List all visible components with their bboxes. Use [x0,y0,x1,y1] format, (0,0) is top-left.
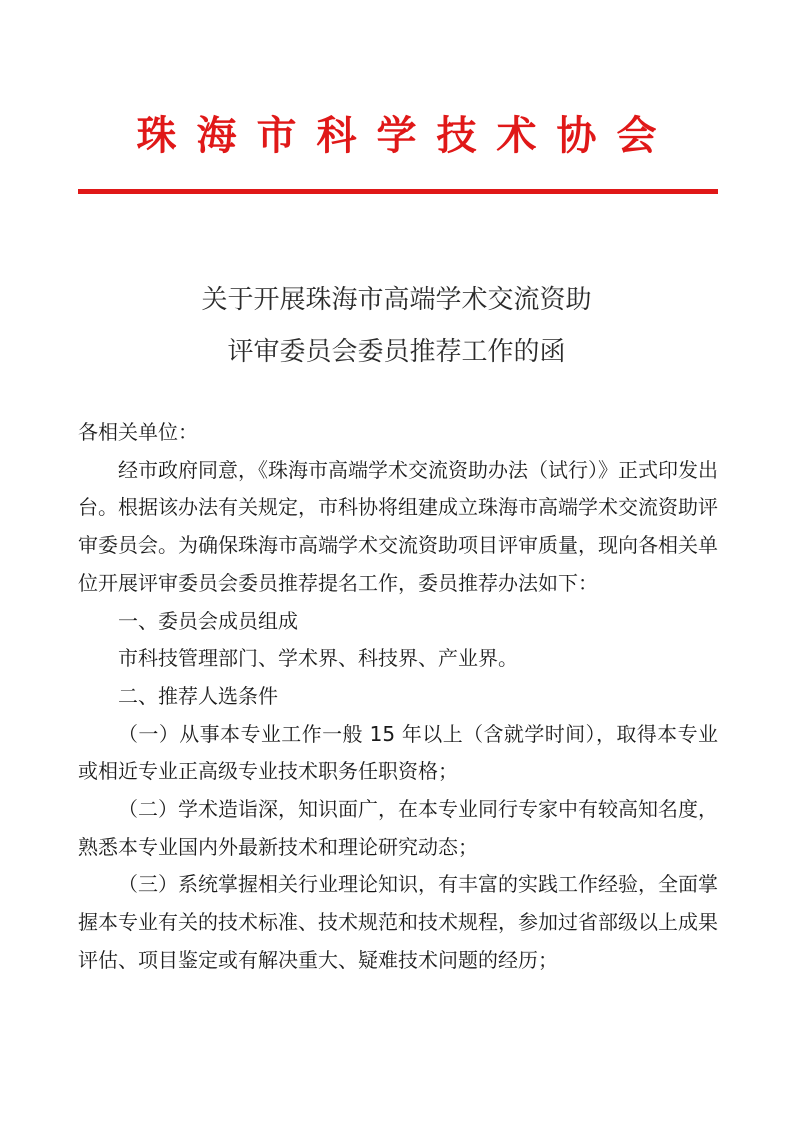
document-body [78,414,718,980]
document-title-line-2: 评审委员会委员推荐工作的函 [227,337,566,367]
condition-3: （三）系统掌握相关行业理论知识，有丰富的实践工作经验，全面掌握本专业有关的技术标准、技术规范和技术规程，参加过省部级以上成果评估、项目鉴定或有解决重大、疑难技术问题的经历； [78,872,718,972]
section-1-text: 市科技管理部门、学术界、科技界、产业界。 [118,646,518,671]
intro-paragraph: 经市政府同意，《珠海市高端学术交流资助办法（试行）》正式印发出台。根据该办法有关规定，市科协将组建成立珠海市高端学术交流资助评审委员会。为确保珠海市高端学术交流资助项目评审质量，现向各相关单位开展评审委员会委员推荐提名工作，委员推荐办法如下： [78,457,718,595]
document-title-line-1: 关于开展珠海市高端学术交流资助 [201,285,592,315]
letterhead-red-rule [78,189,718,194]
section-2-heading: 二、推荐人选条件 [118,683,278,708]
condition-2: （二）学术造诣深，知识面广，在本专业同行专家中有较高知名度，熟悉本专业国内外最新技术和理论研究动态； [78,797,718,859]
condition-1: （一）从事本专业工作一般 15 年以上（含就学时间），取得本专业或相近专业正高级专业技术职务任职资格； [78,721,718,784]
letterhead-org-name: 珠海市科学技术协会 [136,112,677,159]
section-1-heading: 一、委员会成员组成 [118,608,298,633]
salutation: 各相关单位： [78,420,198,444]
